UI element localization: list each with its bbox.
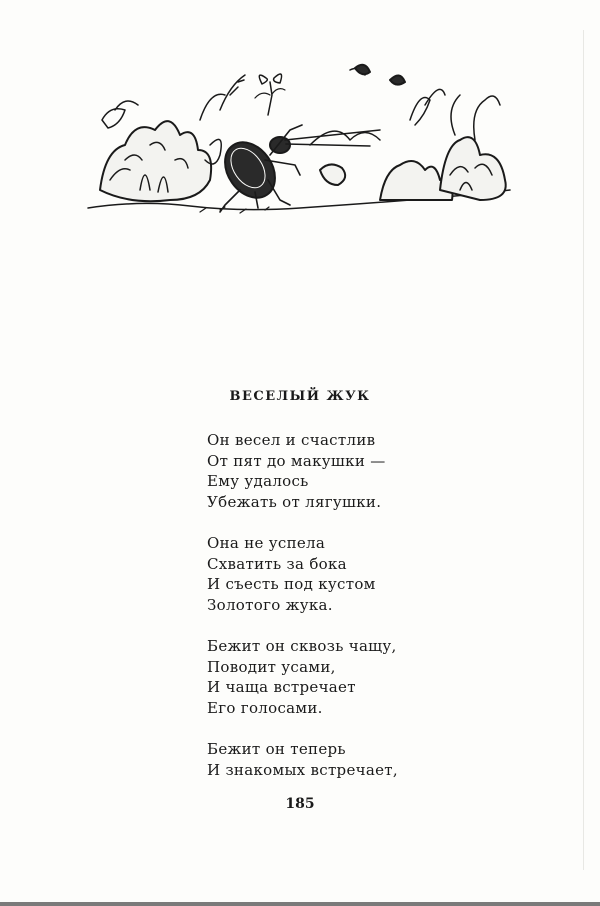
poem-line: Бежит он теперь [207, 740, 346, 758]
poem-line: Он весел и счастлив [207, 431, 376, 449]
stanza [207, 430, 398, 512]
poem-line: Его голосами. [207, 698, 323, 717]
poem-line: Она не успела [207, 534, 326, 552]
poem-title: ВЕСЕЛЫЙ ЖУК [229, 389, 371, 404]
page-edge-shadow [583, 30, 584, 870]
poem-line: Золотого жука. [207, 595, 333, 614]
poem-line: И чаща встречает [207, 678, 356, 696]
beetle-illustration [80, 50, 520, 220]
poem-line: Убежать от лягушки. [207, 492, 382, 511]
poem-line: Ему удалось [207, 472, 309, 490]
poem-line: Бежит он сквозь чащу, [207, 637, 397, 655]
stanza [207, 533, 398, 615]
scan-bottom-edge [0, 902, 600, 906]
poem-body [207, 430, 398, 801]
stanza [207, 636, 398, 718]
poem-line: От пят до макушки — [207, 451, 386, 470]
poem-line: Поводит усами, [207, 657, 336, 676]
poem-line: Схватить за бока [207, 554, 347, 573]
poem-line: И знакомых встречает, [207, 760, 398, 779]
poem-line: И съесть под кустом [207, 575, 376, 593]
stanza [207, 739, 398, 780]
page-number: 185 [285, 796, 315, 812]
